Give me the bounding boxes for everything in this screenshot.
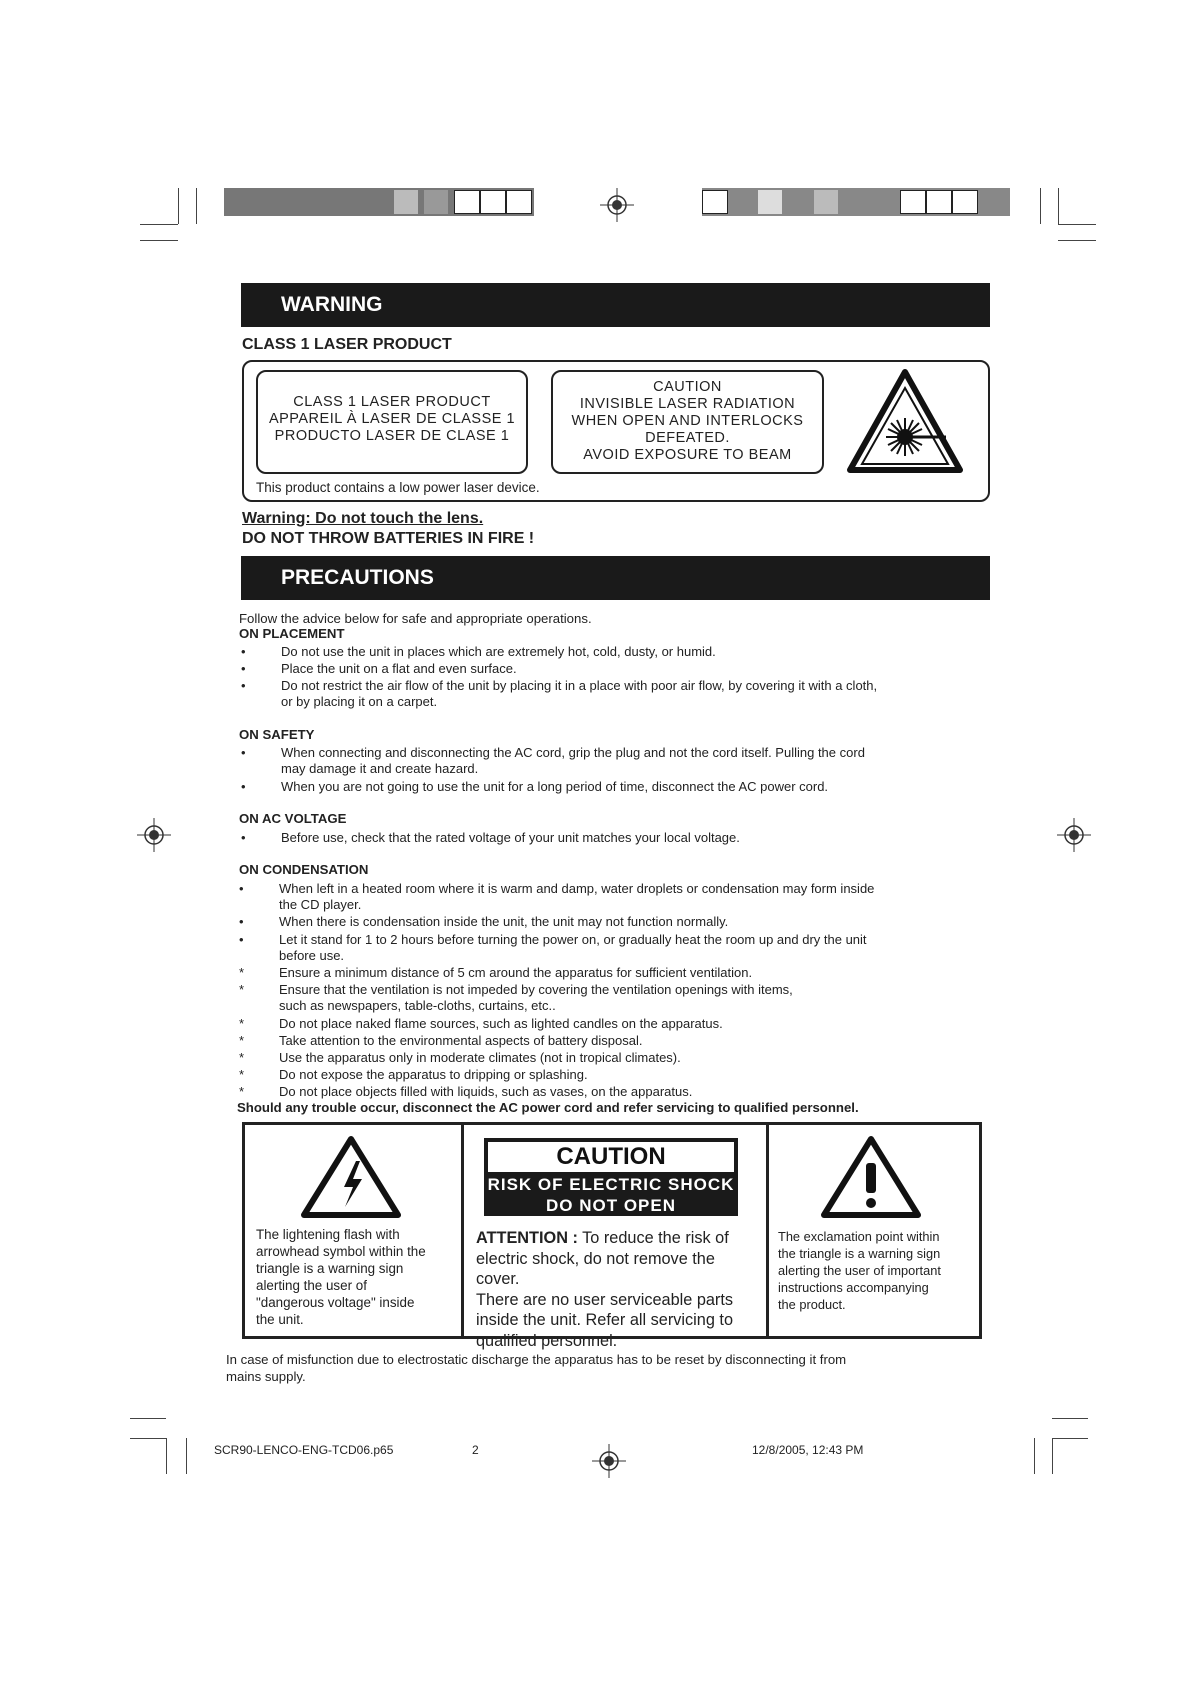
laser-caution-line: WHEN OPEN AND INTERLOCKS	[571, 413, 804, 429]
exclamation-description	[778, 1228, 974, 1313]
lightning-description-line: The lightening flash with	[256, 1227, 400, 1242]
exclamation-warning-icon	[820, 1135, 922, 1219]
laser-class-line: CLASS 1 LASER PRODUCT	[293, 394, 491, 410]
caution-label-line2: RISK OF ELECTRIC SHOCK	[487, 1175, 735, 1194]
attention-label: ATTENTION :	[476, 1229, 578, 1247]
low-power-note: This product contains a low power laser device.	[256, 480, 540, 495]
laser-class-line: APPAREIL À LASER DE CLASSE 1	[268, 411, 516, 427]
condensation-title: ON CONDENSATION	[239, 862, 369, 877]
lightning-description-line: triangle is a warning sign	[256, 1261, 404, 1276]
attention-line: inside the unit. Refer all servicing to	[476, 1311, 734, 1329]
exclamation-description-line: The exclamation point within	[778, 1229, 940, 1244]
registration-crosshair-right	[1057, 818, 1091, 852]
footer-page-number: 2	[472, 1443, 479, 1457]
attention-text	[476, 1228, 754, 1351]
caution-label-line3: DO NOT OPEN	[545, 1196, 676, 1215]
table-divider	[766, 1125, 769, 1336]
precautions-intro: Follow the advice below for safe and appropriate operations.	[239, 611, 592, 626]
attention-line: There are no user serviceable parts	[476, 1290, 734, 1309]
lightning-description	[256, 1226, 444, 1328]
footer-datetime: 12/8/2005, 12:43 PM	[752, 1443, 864, 1457]
lightning-description-line: the unit.	[256, 1312, 304, 1327]
color-bar-right	[702, 188, 1010, 216]
attention-line: electric shock, do not remove the cover.	[476, 1249, 715, 1288]
warning-header: WARNING	[241, 283, 990, 327]
class-laser-title: CLASS 1 LASER PRODUCT	[242, 336, 452, 353]
lightning-description-line: arrowhead symbol within the	[256, 1244, 426, 1259]
esd-note	[226, 1351, 846, 1385]
laser-hazard-icon	[846, 368, 964, 474]
exclamation-description-line: instructions accompanying	[778, 1280, 929, 1295]
ac-voltage-title: ON AC VOLTAGE	[239, 811, 347, 826]
caution-shock-label	[484, 1138, 738, 1216]
esd-note-line: mains supply.	[226, 1369, 306, 1384]
trouble-note: Should any trouble occur, disconnect the AC power cord and refer servicing to qualified personnel.	[237, 1100, 859, 1115]
lightning-description-line: alerting the user of	[256, 1278, 367, 1293]
laser-class-label	[256, 370, 528, 474]
laser-caution-line: INVISIBLE LASER RADIATION	[579, 396, 796, 412]
table-divider	[461, 1125, 464, 1336]
caution-label-title: CAUTION	[488, 1142, 734, 1172]
laser-caution-line: AVOID EXPOSURE TO BEAM	[583, 447, 792, 463]
laser-caution-line: CAUTION	[653, 379, 722, 395]
placement-title: ON PLACEMENT	[239, 626, 345, 641]
exclamation-description-line: alerting the user of important	[778, 1263, 941, 1278]
registration-crosshair-left	[137, 818, 171, 852]
footer-filename: SCR90-LENCO-ENG-TCD06.p65	[214, 1443, 394, 1457]
esd-note-line: In case of misfunction due to electrostatic discharge the apparatus has to be reset by disconnecting it from	[226, 1352, 847, 1367]
lightning-description-line: "dangerous voltage" inside	[256, 1295, 415, 1310]
exclamation-description-line: the product.	[778, 1297, 846, 1312]
safety-title: ON SAFETY	[239, 727, 315, 742]
precautions-header: PRECAUTIONS	[241, 556, 990, 600]
batteries-warning: DO NOT THROW BATTERIES IN FIRE !	[242, 530, 535, 547]
registration-crosshair-top	[600, 188, 634, 222]
registration-crosshair-bottom	[592, 1444, 626, 1478]
attention-line: qualified personnel.	[476, 1331, 618, 1350]
laser-class-line: PRODUCTO LASER DE CLASE 1	[274, 428, 510, 444]
lens-warning: Warning: Do not touch the lens.	[242, 510, 484, 527]
color-bar-left	[224, 188, 534, 216]
exclamation-description-line: the triangle is a warning sign	[778, 1246, 941, 1261]
attention-line: To reduce the risk of	[577, 1229, 729, 1247]
lightning-warning-icon	[300, 1135, 402, 1219]
laser-caution-label	[551, 370, 824, 474]
laser-caution-line: DEFEATED.	[645, 430, 730, 446]
